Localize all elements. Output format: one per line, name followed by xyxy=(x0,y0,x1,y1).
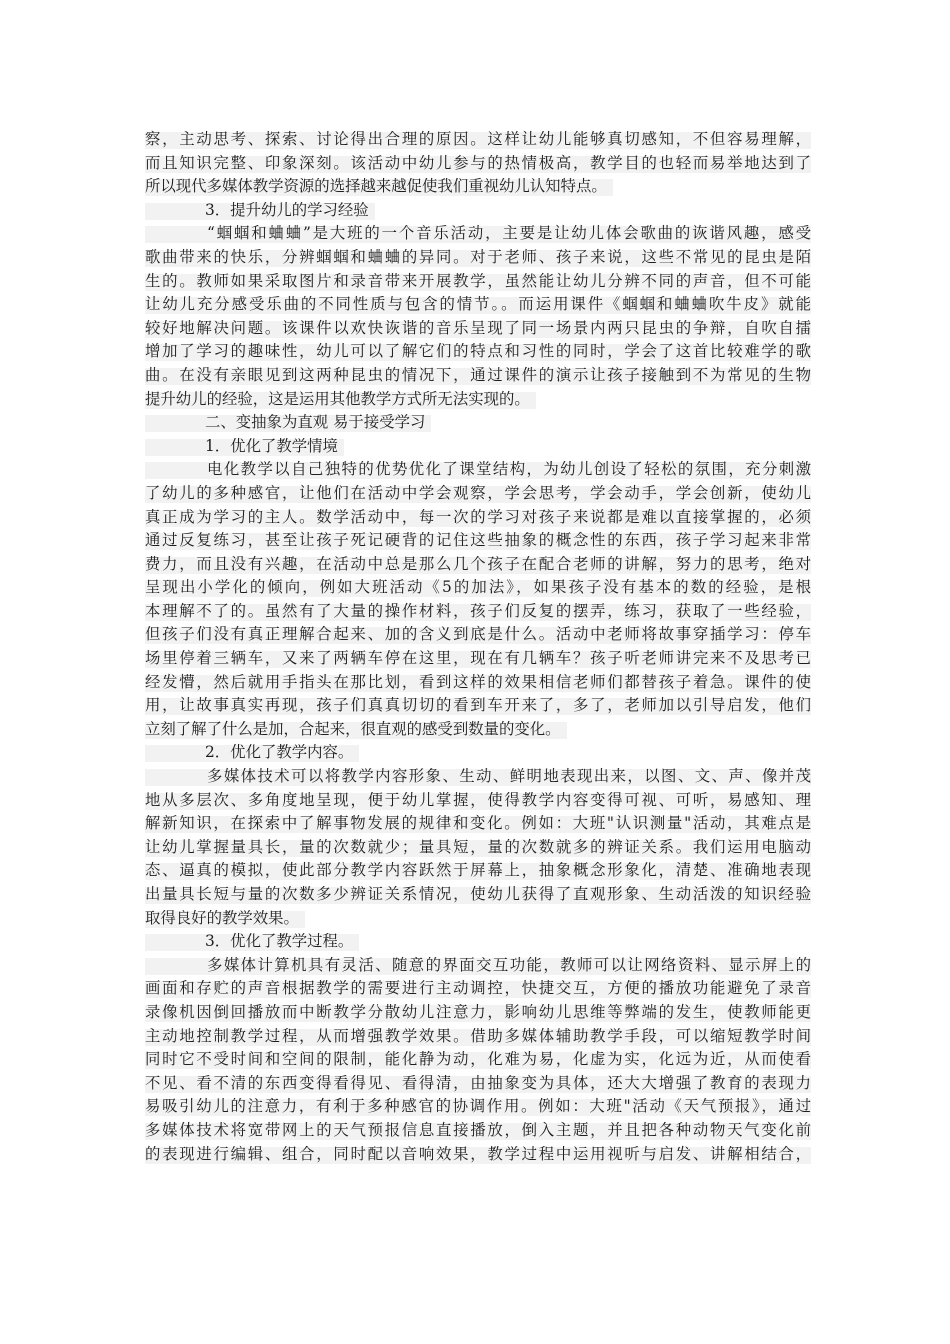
text-line xyxy=(145,812,811,836)
section-heading xyxy=(145,435,811,459)
line-text: 用，让故事真实再现，孩子们真真切切的看到车开来了，多了，老师加以引导启发，他们 xyxy=(145,696,811,715)
line-text: 但孩子们没有真正理解合起来、加的含义到底是什么。活动中老师将故事穿插学习：停车 xyxy=(145,625,811,644)
line-text: 增加了学习的趣味性，幼儿可以了解它们的特点和习性的同时，学会了这首比较难学的歌 xyxy=(145,342,811,361)
text-line xyxy=(145,765,811,789)
text-line xyxy=(145,128,811,152)
text-line xyxy=(145,671,811,695)
line-text: 呈现出小学化的倾向，例如大班活动《5的加法》，如果孩子没有基本的数的经验，是根 xyxy=(145,578,811,597)
line-text: 本理解不了的。虽然有了大量的操作材料，孩子们反复的摆弄，练习，获取了一些经验， xyxy=(145,601,811,620)
text-line xyxy=(145,718,811,742)
text-line xyxy=(145,623,811,647)
line-text: 画面和存贮的声音根据教学的需要进行主动调控，快捷交互，方便的播放功能避免了录音 xyxy=(145,979,811,998)
text-line xyxy=(145,694,811,718)
line-text: 电化教学以自己独特的优势优化了课堂结构，为幼儿创设了轻松的氛围，充分刺激 xyxy=(207,460,811,479)
line-text: 生的。教师如果采取图片和录音带来开展教学，虽然能让幼儿分辨不同的声音，但不可能 xyxy=(145,271,811,290)
text-line xyxy=(145,458,811,482)
line-text: 让幼儿充分感受乐曲的不同性质与包含的情节。。而运用课件《蝈蝈和蛐蛐吹牛皮》就能 xyxy=(145,295,811,314)
section-heading xyxy=(145,741,811,765)
line-text: 2．优化了教学内容。 xyxy=(205,743,354,762)
text-line xyxy=(145,270,811,294)
text-line xyxy=(145,506,811,530)
text-line xyxy=(145,152,811,176)
line-text: 同时它不受时间和空间的限制，能化静为动，化难为易，化虚为实，化远为近，从而使看 xyxy=(145,1050,811,1069)
text-line xyxy=(145,388,811,412)
line-text: 主动地控制教学过程，从而增强教学效果。借助多媒体辅助教学手段，可以缩短教学时间 xyxy=(145,1026,811,1045)
text-line xyxy=(145,576,811,600)
text-line xyxy=(145,647,811,671)
text-line xyxy=(145,954,811,978)
line-text: 地从多层次、多角度地呈现，便于幼儿掌握，使得教学内容变得可视、可听，易感知、理 xyxy=(145,790,811,809)
text-line xyxy=(145,1095,811,1119)
line-text: 提升幼儿的经验，这是运用其他教学方式所无法实现的。 xyxy=(145,389,530,408)
text-line xyxy=(145,482,811,506)
line-text: 3．提升幼儿的学习经验 xyxy=(205,200,369,219)
line-text: 曲。在没有亲眼见到这两种昆虫的情况下，通过课件的演示让孩子接触到不为常见的生物 xyxy=(145,365,811,384)
text-line xyxy=(145,977,811,1001)
line-text: 经发懵，然后就用手指头在那比划，看到这样的效果相信老师们都替孩子着急。课件的使 xyxy=(145,672,811,691)
line-text: 歌曲带来的快乐，分辨蝈蝈和蛐蛐的异同。对于老师、孩子来说，这些不常见的昆虫是陌 xyxy=(145,247,811,266)
line-text: 录像机因倒回播放而中断教学分散幼儿注意力，影响幼儿思维等弊端的发生，使教师能更 xyxy=(145,1002,811,1021)
text-line xyxy=(145,859,811,883)
text-line xyxy=(145,1001,811,1025)
text-line xyxy=(145,246,811,270)
text-line xyxy=(145,529,811,553)
text-line xyxy=(145,317,811,341)
line-text: 易吸引幼儿的注意力，有利于多种感官的协调作用。例如：大班"活动《天气预报》，通过 xyxy=(145,1097,811,1116)
text-line xyxy=(145,553,811,577)
section-heading xyxy=(145,930,811,954)
text-line xyxy=(145,364,811,388)
line-text: 而且知识完整、印象深刻。该活动中幼儿参与的热情极高，教学目的也轻而易举地达到了 xyxy=(145,153,811,172)
line-text: 察，主动思考、探索、讨论得出合理的原因。这样让幼儿能够真切感知，不但容易理解， xyxy=(145,130,811,148)
line-text: 解新知识，在探索中了解事物发展的规律和变化。例如：大班"认识测量"活动，其难点是 xyxy=(145,814,811,833)
text-line xyxy=(145,883,811,907)
section-heading xyxy=(145,411,811,435)
line-text: 真正成为学习的主人。数学活动中，每一次的学习对孩子来说都是难以直接掌握的，必须 xyxy=(145,507,811,526)
line-text: 多媒体计算机具有灵活、随意的界面交互功能，教师可以让网络资料、显示屏上的 xyxy=(207,955,811,974)
text-line xyxy=(145,1048,811,1072)
text-line xyxy=(145,1119,811,1143)
line-text: “蝈蝈和蛐蛐”是大班的一个音乐活动，主要是让幼儿体会歌曲的诙谐风趣，感受 xyxy=(207,224,811,243)
line-text: 二、变抽象为直观 易于接受学习 xyxy=(205,413,426,432)
line-text: 通过反复练习，甚至让孩子死记硬背的记住这些抽象的概念性的东西，孩子学习起来非常 xyxy=(145,531,811,550)
line-text: 态、逼真的模拟，使此部分教学内容跃然于屏幕上，抽象概念形象化，清楚、准确地表现 xyxy=(145,861,811,880)
text-line xyxy=(145,836,811,860)
text-line xyxy=(145,222,811,246)
text-line xyxy=(145,340,811,364)
text-line xyxy=(145,1025,811,1049)
text-line xyxy=(145,1143,811,1167)
text-line xyxy=(145,907,811,931)
section-heading xyxy=(145,199,811,223)
line-text: 让幼儿掌握量具长，量的次数就少；量具短，量的次数就多的辨证关系。我们运用电脑动 xyxy=(145,837,811,856)
line-text: 多媒体技术可以将教学内容形象、生动、鲜明地表现出来，以图、文、声、像并茂 xyxy=(207,767,811,786)
line-text: 立刻了解了什么是加，合起来，很直观的感受到数量的变化。 xyxy=(145,719,561,738)
document-body xyxy=(145,128,811,1166)
line-text: 不见、看不清的东西变得看得见、看得清，由抽象变为具体，还大大增强了教育的表现力 xyxy=(145,1073,811,1092)
line-text: 1．优化了教学情境 xyxy=(205,436,338,455)
line-text: 的表现进行编辑、组合，同时配以音响效果，教学过程中运用视听与启发、讲解相结合， xyxy=(145,1144,811,1163)
line-text: 取得良好的教学效果。 xyxy=(145,908,299,927)
text-line xyxy=(145,789,811,813)
line-text: 出量具长短与量的次数多少辨证关系情况，使幼儿获得了直观形象、生动活泼的知识经验 xyxy=(145,885,811,903)
line-text: 3．优化了教学过程。 xyxy=(205,932,354,951)
line-text: 场里停着三辆车，又来了两辆车停在这里，现在有几辆车？孩子听老师讲完来不及思考已 xyxy=(145,649,811,668)
line-text: 所以现代多媒体教学资源的选择越来越促使我们重视幼儿认知特点。 xyxy=(145,177,607,196)
line-text: 多媒体技术将宽带网上的天气预报信息直接播放，倒入主题，并且把各种动物天气变化前 xyxy=(145,1120,811,1139)
line-text: 较好地解决问题。该课件以欢快诙谐的音乐呈现了同一场景内两只昆虫的争辩，自吹自擂 xyxy=(145,318,811,337)
text-line xyxy=(145,293,811,317)
text-line xyxy=(145,175,811,199)
text-line xyxy=(145,600,811,624)
text-line xyxy=(145,1072,811,1096)
line-text: 费力，而且没有兴趣，在活动中总是那么几个孩子在配合老师的讲解，努力的思考，绝对 xyxy=(145,554,811,573)
line-text: 了幼儿的多种感官，让他们在活动中学会观察，学会思考，学会动手，学会创新，使幼儿 xyxy=(145,483,811,502)
